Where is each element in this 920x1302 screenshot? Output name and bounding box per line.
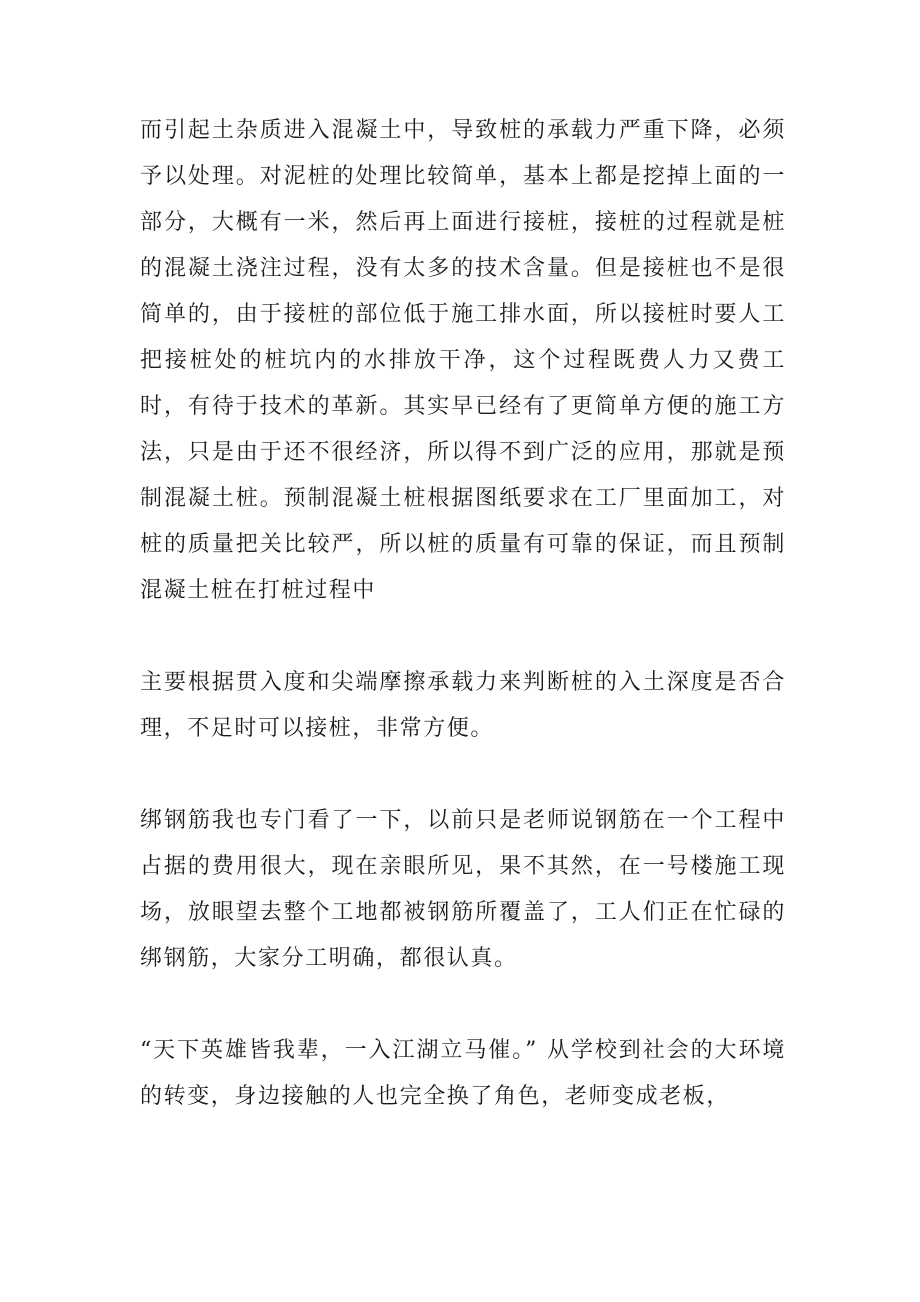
paragraph-spacer — [140, 614, 786, 660]
paragraph-pile-depth: 主要根据贯入度和尖端摩擦承载力来判断桩的入土深度是否合理，不足时可以接桩，非常方便。 — [140, 670, 786, 741]
paragraph-spacer — [140, 982, 786, 1028]
paragraph-pile-treatment: 而引起土杂质进入混凝土中，导致桩的承载力严重下降，必须予以处理。对泥桩的处理比较简单，基本上都是挖掉上面的一部分，大概有一米，然后再上面进行接桩，接桩的过程就是桩的混凝土浇注过程，没有太多的技术含量。但是接桩也不是很简单的，由于接桩的部位低于施工排水面，所以接桩时要人工把接桩处的桩坑内的水排放干净，这个过程既费人力又费工时，有待于技术的革新。其实早已经有了更简单方便的施工方法，只是由于还不很经济，所以得不到广泛的应用，那就是预制混凝土桩。预制混凝土桩根据图纸要求在工厂里面加工，对桩的质量把关比较严，所以桩的质量有可靠的保证，而且预制混凝土桩在打桩过程中 — [140, 118, 786, 603]
document-page — [140, 108, 786, 1120]
paragraph-spacer — [140, 752, 786, 798]
paragraph-rebar: 绑钢筋我也专门看了一下，以前只是老师说钢筋在一个工程中占据的费用很大，现在亲眼所见，果不其然，在一号楼施工现场，放眼望去整个工地都被钢筋所覆盖了，工人们正在忙碌的绑钢筋，大家分工明确，都很认真。 — [140, 808, 786, 971]
paragraph-society: “天下英雄皆我辈，一入江湖立马催。” 从学校到社会的大环境的转变，身边接触的人也完全换了角色，老师变成老板， — [140, 1038, 786, 1109]
